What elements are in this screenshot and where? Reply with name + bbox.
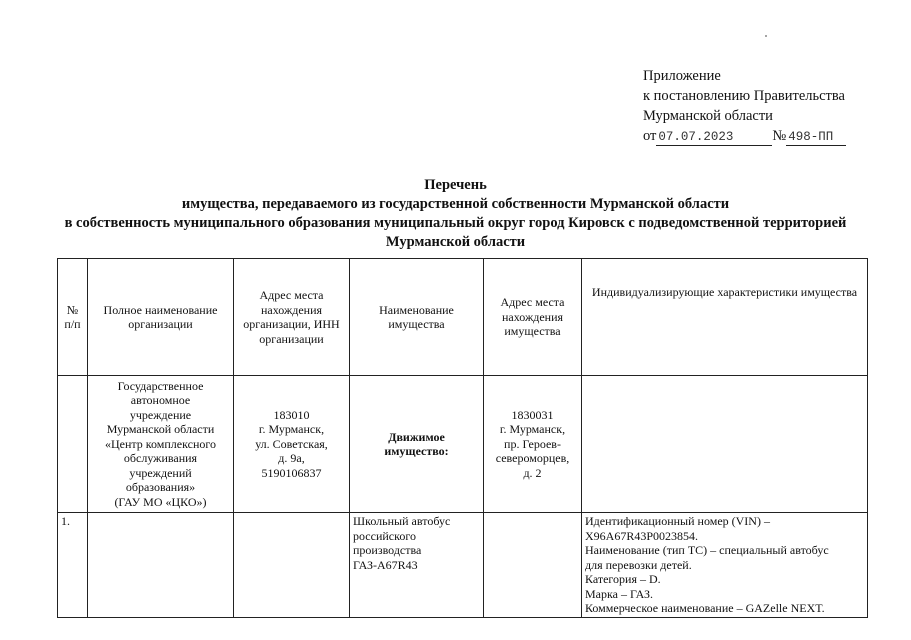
cell-line: Х96А67R43Р0023854. — [585, 528, 699, 543]
appendix-line: к постановлению Правительства — [643, 88, 845, 104]
cell-number — [58, 376, 88, 513]
cell-line: для перевозки детей. — [585, 557, 692, 572]
cell-number: 1. — [58, 513, 88, 618]
cell-line: ГАЗ-А67R43 — [353, 557, 418, 572]
cell-line: российского — [353, 528, 416, 543]
cell-line: Государственное — [117, 378, 204, 393]
cell-line: ул. Советская, — [255, 436, 328, 451]
table-row — [58, 376, 868, 513]
cell-line: г. Мурманск, — [258, 422, 325, 437]
cell-property-address — [484, 513, 582, 618]
appendix-date-row — [643, 126, 846, 146]
cell-line: 1830031 — [511, 407, 554, 422]
cell-property-name — [350, 513, 484, 618]
cell-line: Категория – D. — [585, 572, 661, 586]
header-characteristics: Индивидуализирующие характеристики имущества — [582, 259, 868, 376]
cell-characteristics — [582, 513, 868, 618]
cell-line: Школьный автобус — [353, 514, 451, 528]
number-value: 498-ПП — [786, 129, 846, 146]
cell-line: Идентификационный номер (VIN) – — [585, 514, 770, 528]
document-title — [0, 176, 911, 252]
cell-line: 183010 — [273, 407, 310, 422]
cell-line: автономное — [130, 393, 191, 408]
cell-line: д. 2 — [523, 465, 542, 480]
cell-line: д. 9а, — [278, 451, 305, 466]
cell-org-address — [234, 513, 350, 618]
cell-line: Движимое — [388, 429, 445, 444]
header-org-address: Адрес места нахождения организации, ИНН организации — [234, 259, 350, 376]
cell-line: учреждений — [129, 465, 192, 480]
date-prefix: от — [643, 128, 657, 144]
scan-speck — [765, 35, 767, 37]
title-line: Мурманской области — [385, 234, 526, 250]
cell-characteristics — [582, 376, 868, 513]
cell-line: обслуживания — [123, 451, 198, 466]
cell-line: Марка – ГАЗ. — [585, 586, 653, 601]
table-row — [58, 513, 868, 618]
cell-line: г. Мурманск, — [499, 422, 566, 437]
cell-line: учреждение — [129, 407, 192, 422]
cell-property-address — [484, 376, 582, 513]
header-property-name: Наименование имущества — [350, 259, 484, 376]
cell-org-name — [88, 513, 234, 618]
header-number: № п/п — [58, 259, 88, 376]
appendix-block — [643, 66, 846, 146]
cell-line: образования» — [125, 480, 196, 495]
cell-line: Коммерческое наименование – GAZelle NEXT. — [585, 601, 825, 615]
cell-org-name — [88, 376, 234, 513]
date-value: 07.07.2023 — [656, 129, 772, 146]
cell-line: Наименование (тип ТС) – специальный автобус — [585, 543, 829, 557]
cell-line: «Центр комплексного — [104, 436, 217, 451]
table-header-row — [58, 259, 868, 376]
cell-line: 5190106837 — [261, 465, 322, 480]
cell-property-name — [350, 376, 484, 513]
header-property-address: Адрес места нахождения имущества — [484, 259, 582, 376]
number-prefix: № — [772, 128, 787, 144]
cell-line: (ГАУ МО «ЦКО») — [114, 494, 207, 509]
property-table — [57, 258, 868, 618]
appendix-line: Мурманской области — [643, 108, 773, 124]
cell-line: североморцев, — [495, 451, 570, 466]
cell-line: пр. Героев- — [504, 436, 561, 451]
cell-line: производства — [353, 543, 422, 557]
appendix-line: Приложение — [643, 68, 721, 84]
title-line: имущества, передаваемого из государственной собственности Мурманской области — [181, 196, 730, 212]
header-org-name: Полное наименование организации — [88, 259, 234, 376]
cell-line: имущество: — [384, 444, 449, 458]
title-line: в собственность муниципального образования муниципальный округ город Кировск с подведомственной территорией — [64, 215, 847, 231]
cell-line: Мурманской области — [106, 422, 215, 437]
title-line: Перечень — [424, 177, 487, 193]
cell-org-address — [234, 376, 350, 513]
